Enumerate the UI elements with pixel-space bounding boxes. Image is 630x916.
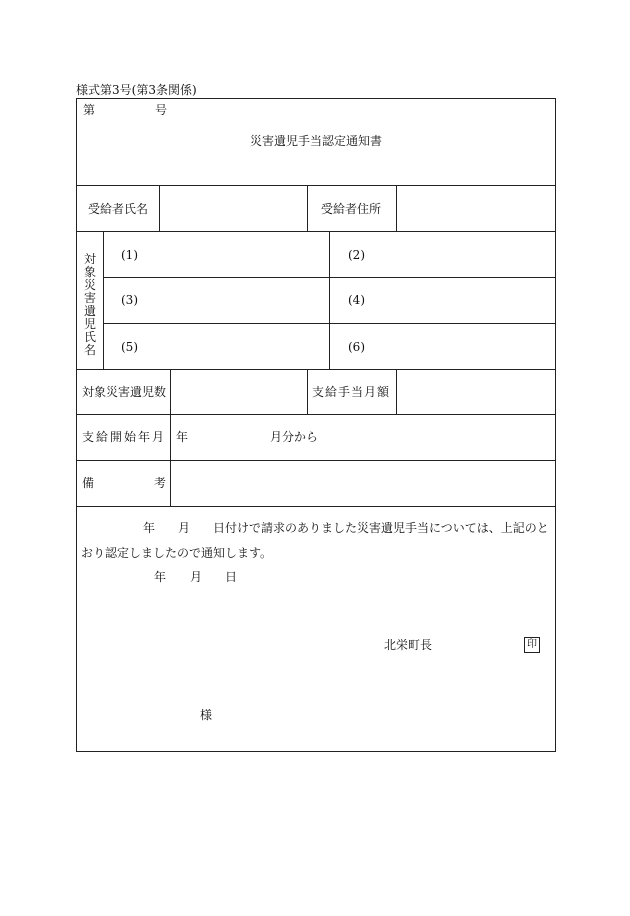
divider bbox=[307, 185, 308, 231]
divider bbox=[76, 460, 556, 461]
divider bbox=[396, 369, 397, 414]
child-slot[interactable]: (4) bbox=[348, 293, 365, 307]
child-slot[interactable]: (1) bbox=[121, 248, 138, 262]
divider bbox=[76, 185, 556, 186]
remarks-label: 考 bbox=[154, 476, 167, 490]
seal-box: 印 bbox=[524, 637, 540, 653]
notice-form bbox=[76, 98, 556, 752]
issue-month: 月 bbox=[190, 570, 203, 584]
recipient-address-field[interactable] bbox=[402, 203, 550, 217]
form-number: 様式第3号(第3条関係) bbox=[76, 83, 197, 97]
divider bbox=[76, 231, 556, 232]
divider bbox=[76, 506, 556, 507]
document-title: 災害遺児手当認定通知書 bbox=[250, 134, 383, 148]
divider bbox=[159, 185, 160, 231]
start-month-from: 月分から bbox=[270, 430, 319, 444]
notice-text-line1: 日付けで請求のありました災害遺児手当については、上記のと bbox=[213, 521, 549, 535]
addressee-suffix: 様 bbox=[200, 708, 213, 722]
child-slot[interactable]: (3) bbox=[121, 293, 138, 307]
divider bbox=[76, 369, 556, 370]
divider bbox=[396, 185, 397, 231]
divider bbox=[170, 369, 171, 506]
recipient-address-label: 受給者住所 bbox=[321, 202, 382, 216]
notice-date-month: 月 bbox=[178, 521, 191, 535]
child-slot[interactable]: (5) bbox=[121, 340, 138, 354]
notice-text-line2: おり認定しましたので通知します。 bbox=[81, 546, 273, 560]
issue-year: 年 bbox=[154, 570, 167, 584]
notice-date-year: 年 bbox=[143, 521, 156, 535]
issuer: 北栄町長 bbox=[384, 638, 433, 652]
start-year: 年 bbox=[176, 430, 189, 444]
divider bbox=[103, 231, 104, 369]
divider bbox=[307, 369, 308, 414]
recipient-name-field[interactable] bbox=[166, 203, 302, 217]
issue-day: 日 bbox=[225, 570, 238, 584]
monthly-amount-label: 支給手当月額 bbox=[312, 385, 391, 399]
number-suffix: 号 bbox=[155, 103, 168, 117]
divider bbox=[329, 231, 330, 369]
start-label: 支給開始年月 bbox=[82, 430, 167, 444]
remarks-label: 備 bbox=[82, 476, 95, 490]
child-slot[interactable]: (6) bbox=[348, 340, 365, 354]
child-slot[interactable]: (2) bbox=[348, 248, 365, 262]
divider bbox=[76, 414, 556, 415]
children-count-label: 対象災害遺児数 bbox=[82, 385, 167, 399]
recipient-name-label: 受給者氏名 bbox=[88, 202, 149, 216]
children-label: 対象災害遺児氏名 bbox=[83, 252, 96, 357]
number-prefix: 第 bbox=[83, 103, 96, 117]
